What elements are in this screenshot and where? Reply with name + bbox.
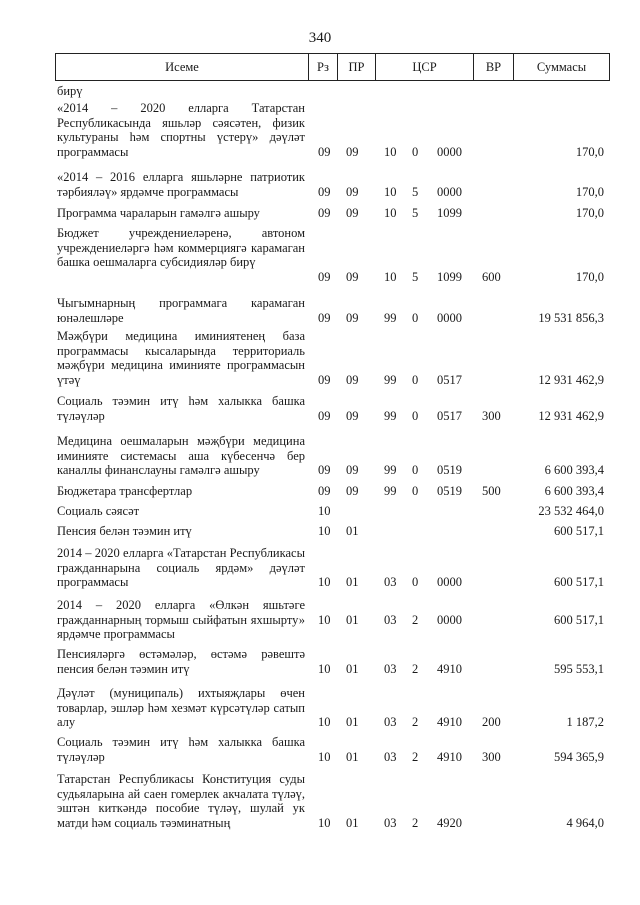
row-c1: 03	[384, 612, 397, 627]
row-rz: 10	[318, 524, 331, 538]
row-c1: 10	[384, 144, 397, 159]
row-c2: 0	[412, 484, 419, 498]
row-rz: 10	[318, 504, 331, 518]
row-sum: 595 553,1	[554, 661, 604, 676]
row-c2: 0	[412, 144, 419, 159]
row-c1: 10	[384, 206, 397, 220]
row-pr: 01	[346, 612, 359, 627]
row-c2: 0	[412, 463, 419, 477]
row-sum: 170,0	[575, 184, 604, 199]
row-c3: 0000	[437, 575, 462, 589]
row-c1: 03	[384, 715, 397, 729]
row-vr: 300	[482, 408, 501, 423]
row-c1: 03	[384, 575, 397, 589]
row-c3: 0000	[437, 310, 462, 325]
row-c3: 4910	[437, 749, 462, 764]
row-pr: 09	[346, 184, 359, 199]
row-name: Дәүләт (муниципаль) ихтыяҗлары өчен товарлар, эшләр һәм хезмәт күрсәтүләр сатып алу	[57, 686, 305, 729]
row-rz: 09	[318, 184, 331, 199]
row-rz: 09	[318, 206, 331, 220]
row-pr: 01	[346, 661, 359, 676]
row-c3: 0000	[437, 144, 462, 159]
row-pr: 09	[346, 310, 359, 325]
row-name: Мәҗбүри медицина иминиятенең база программасы кысаларында территориаль мәҗбүри медицина иминияте программасын үтәү	[57, 329, 305, 387]
row-rz: 09	[318, 310, 331, 325]
row-pr: 01	[346, 815, 359, 830]
row-sum: 23 532 464,0	[538, 504, 604, 518]
row-name: Татарстан Республикасы Конституция суды судьяларына ай саен гомерлек акчалата түләү, эштән киткәндә пособие түләү, шулай ук матди һәм социаль тәэминатның	[57, 772, 305, 830]
row-pr: 09	[346, 372, 359, 387]
row-vr: 500	[482, 484, 501, 498]
row-c1: 03	[384, 749, 397, 764]
header-pr: ПР	[338, 54, 376, 80]
row-name: Бюджет учреждениеләренә, автоном учреждениеләргә һәм коммерциягә карамаган башка оешмаларга субсидияләр бирү	[57, 226, 305, 269]
row-name: Социаль тәэмин итү һәм халыкка башка түләүләр	[57, 394, 305, 423]
row-sum: 600 517,1	[554, 524, 604, 538]
row-c1: 03	[384, 815, 397, 830]
row-name: Социаль сәясәт	[57, 504, 140, 518]
row-rz: 10	[318, 815, 331, 830]
table-header	[55, 53, 610, 81]
row-rz: 10	[318, 749, 331, 764]
row-name: «2014 – 2020 елларга Татарстан Республикасында яшьләр сәясәтен, физик культураны һәм спортны үстерү» дәүләт программасы	[57, 101, 305, 159]
row-sum: 170,0	[575, 269, 604, 284]
row-rz: 10	[318, 612, 331, 627]
row-sum: 19 531 856,3	[538, 310, 604, 325]
row-rz: 09	[318, 463, 331, 477]
row-c3: 0000	[437, 184, 462, 199]
row-pr: 09	[346, 269, 359, 284]
row-pr: 09	[346, 144, 359, 159]
header-sum: Суммасы	[536, 60, 587, 74]
row-rz: 09	[318, 144, 331, 159]
row-pr: 01	[346, 575, 359, 589]
row-rz: 10	[318, 575, 331, 589]
row-name: «2014 – 2016 елларга яшьләрне патриотик тәрбияләү» ярдәмче программасы	[57, 170, 305, 199]
row-name: Пенсия белән тәэмин итү	[57, 524, 192, 538]
row-c2: 2	[412, 715, 419, 729]
row-c2: 2	[412, 661, 419, 676]
row-rz: 10	[318, 661, 331, 676]
row-c2: 2	[412, 612, 419, 627]
row-sum: 6 600 393,4	[544, 463, 604, 477]
row-sum: 1 187,2	[566, 715, 604, 729]
header-vr: ВР	[474, 54, 514, 80]
row-c1: 99	[384, 310, 397, 325]
row-name: Социаль тәэмин итү һәм халыкка башка түләүләр	[57, 735, 305, 764]
row-vr: 300	[482, 749, 501, 764]
header-csr: ЦСР	[376, 54, 474, 80]
row-c2: 2	[412, 815, 419, 830]
row-pr: 01	[346, 524, 359, 538]
row-rz: 09	[318, 372, 331, 387]
row-sum: 4 964,0	[566, 815, 604, 830]
row-c3: 0517	[437, 372, 462, 387]
header-name: Исеме	[56, 54, 309, 80]
row-pr: 01	[346, 749, 359, 764]
row-pr: 01	[346, 715, 359, 729]
row-c3: 4910	[437, 715, 462, 729]
row-sum: 600 517,1	[554, 612, 604, 627]
row-c3: 1099	[437, 206, 462, 220]
page-number: 340	[308, 30, 332, 46]
row-pr: 09	[346, 408, 359, 423]
row-c1: 99	[384, 463, 397, 477]
row-rz: 09	[318, 408, 331, 423]
row-c3: 0519	[437, 484, 462, 498]
row-c3: 0519	[437, 463, 462, 477]
row-name: Медицина оешмаларын мәҗбүри медицина иминияте системасы аша күбесенчә бер каналлы финанслауны гамәлгә ашыру	[57, 434, 305, 477]
row-sum: 6 600 393,4	[544, 484, 604, 498]
continuation-text: бирү	[57, 84, 83, 98]
row-c2: 0	[412, 408, 419, 423]
row-rz: 09	[318, 269, 331, 284]
row-c3: 0000	[437, 612, 462, 627]
row-sum: 170,0	[575, 206, 604, 220]
row-vr: 200	[482, 715, 501, 729]
row-c3: 4920	[437, 815, 462, 830]
row-sum: 170,0	[575, 144, 604, 159]
row-pr: 09	[346, 206, 359, 220]
row-c1: 10	[384, 269, 397, 284]
row-sum: 594 365,9	[554, 749, 604, 764]
row-c1: 99	[384, 372, 397, 387]
row-c2: 0	[412, 310, 419, 325]
row-rz: 10	[318, 715, 331, 729]
row-pr: 09	[346, 484, 359, 498]
row-name: 2014 – 2020 елларга «Татарстан Республикасы гражданнарына социаль ярдәм» дәүләт программасы	[57, 546, 305, 589]
row-name: Программа чараларын гамәлгә ашыру	[57, 206, 260, 220]
row-c1: 10	[384, 184, 397, 199]
row-c2: 5	[412, 206, 419, 220]
row-c1: 99	[384, 408, 397, 423]
row-name: Бюджетара трансфертлар	[57, 484, 193, 498]
row-c3: 1099	[437, 269, 462, 284]
row-name: Чыгымнарның программага карамаган юнәлешләре	[57, 296, 305, 325]
row-sum: 600 517,1	[554, 575, 604, 589]
row-vr: 600	[482, 269, 501, 284]
row-c2: 0	[412, 372, 419, 387]
row-rz: 09	[318, 484, 331, 498]
row-c1: 99	[384, 484, 397, 498]
row-name: 2014 – 2020 елларга «Өлкән яшьтәге гражданнарның тормыш сыйфатын яхшырту» ярдәмче программасы	[57, 598, 305, 641]
row-c3: 4910	[437, 661, 462, 676]
header-rz: Рз	[309, 54, 338, 80]
row-sum: 12 931 462,9	[538, 408, 604, 423]
row-c2: 2	[412, 749, 419, 764]
row-c2: 5	[412, 269, 419, 284]
row-c3: 0517	[437, 408, 462, 423]
row-sum: 12 931 462,9	[538, 372, 604, 387]
row-name: Пенсияләргә өстәмәләр, өстәмә рәвештә пенсия белән тәэмин итү	[57, 647, 305, 676]
row-c2: 0	[412, 575, 419, 589]
row-c2: 5	[412, 184, 419, 199]
row-c1: 03	[384, 661, 397, 676]
row-pr: 09	[346, 463, 359, 477]
